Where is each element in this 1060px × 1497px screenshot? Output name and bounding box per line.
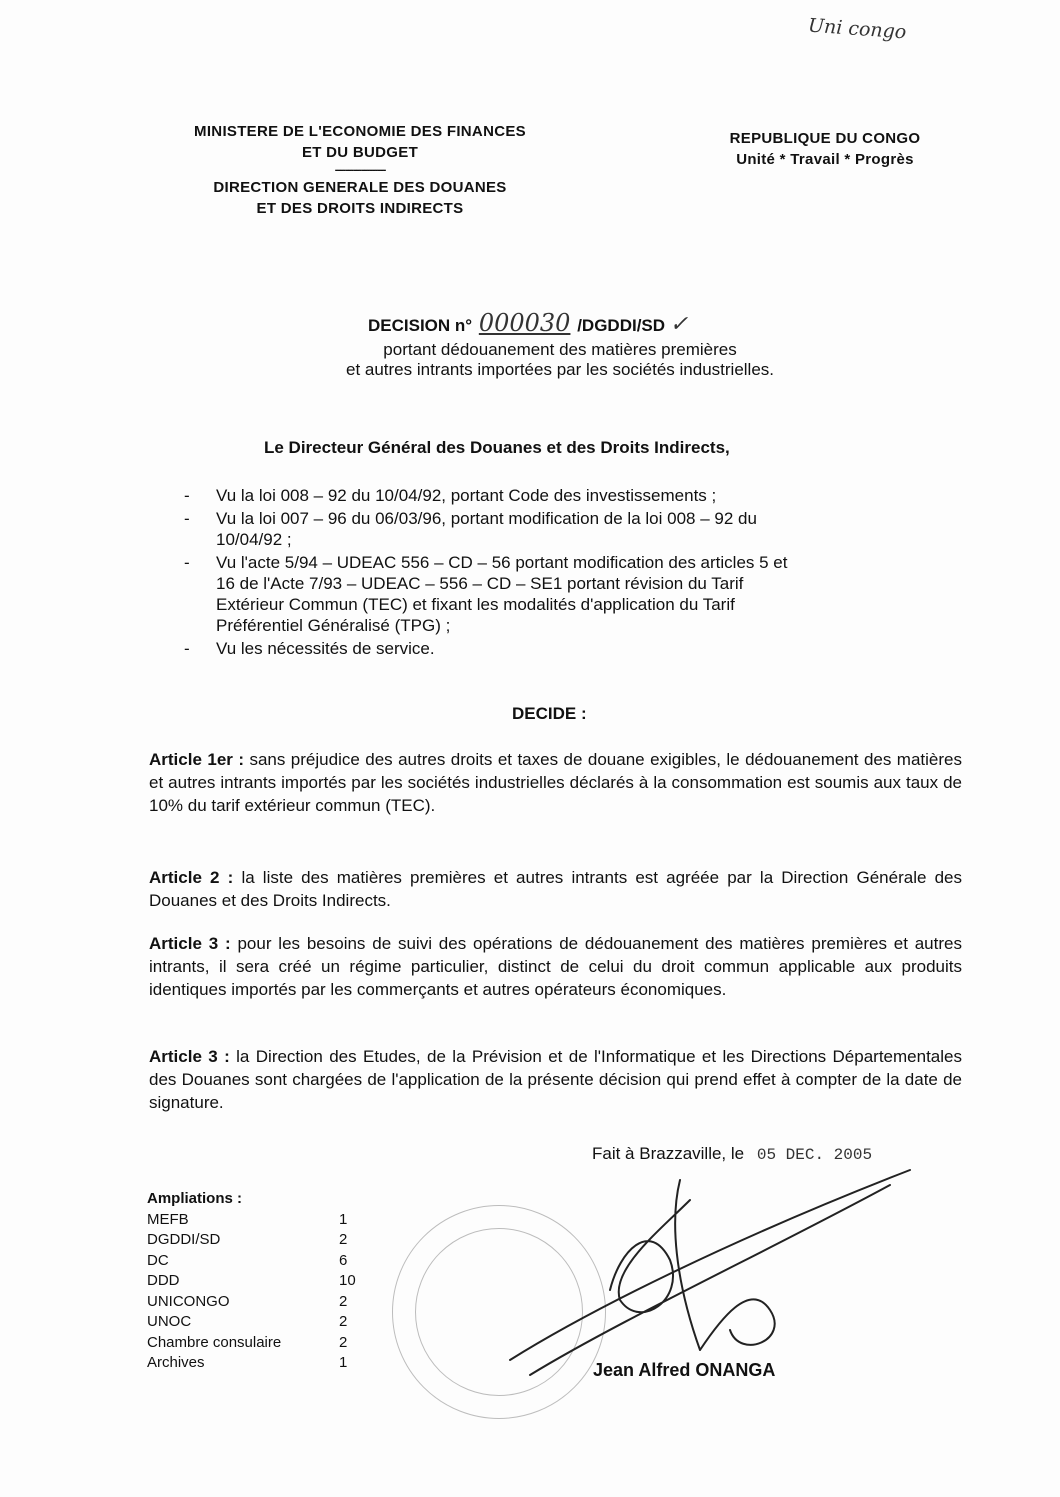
decision-subtitle-line1: portant dédouanement des matières premières — [383, 340, 737, 359]
decision-subtitle-line2: et autres intrants importées par les sociétés industrielles. — [345, 360, 775, 379]
article-3 — [149, 932, 962, 1001]
handwritten-corner-note: Uni congo — [807, 14, 907, 44]
header-republic — [700, 128, 950, 170]
ampliation-row — [147, 1271, 387, 1292]
ampliation-count: 10 — [339, 1272, 356, 1289]
article-label: Article 1er : — [149, 750, 244, 769]
article-label: Article 3 : — [149, 934, 231, 953]
consideration-line: Vu la loi 007 – 96 du 06/03/96, portant modification de la loi 008 – 92 du — [216, 509, 757, 528]
consideration-line: Préférentiel Généralisé (TPG) ; — [216, 616, 451, 635]
handwritten-check-mark: ✓ — [669, 312, 689, 337]
ampliation-name: DDD — [147, 1272, 180, 1289]
ampliation-count: 1 — [339, 1354, 348, 1371]
ampliation-row — [147, 1333, 387, 1354]
header-separator: ------------------- — [334, 164, 386, 176]
article-label: Article 2 : — [149, 868, 234, 887]
ampliation-count: 1 — [339, 1210, 348, 1228]
consideration-item — [184, 485, 956, 506]
article-1 — [149, 748, 962, 817]
consideration-line: Vu les nécessités de service. — [216, 639, 435, 658]
signatory-name: Jean Alfred ONANGA — [593, 1360, 776, 1380]
ampliation-row — [147, 1292, 387, 1313]
decision-title — [368, 309, 688, 337]
date-stamp: 05 DEC. 2005 — [756, 1146, 873, 1164]
consideration-line: 16 de l'Acte 7/93 – UDEAC – 556 – CD – SE1 portant révision du Tarif — [216, 574, 744, 593]
ampliation-count: 2 — [339, 1313, 348, 1330]
ampliation-count: 2 — [339, 1292, 348, 1310]
ampliation-name: UNICONGO — [147, 1292, 230, 1310]
considerations-list — [184, 485, 956, 659]
bullet-marker: - — [184, 509, 190, 528]
ampliation-name: DC — [147, 1251, 169, 1269]
ampliation-row — [147, 1312, 387, 1333]
header-direction-line2: ET DES DROITS INDIRECTS — [256, 200, 464, 217]
bullet-marker: - — [184, 639, 190, 658]
decide-heading: DECIDE : — [512, 704, 587, 723]
decision-prefix: DECISION n° — [368, 316, 473, 335]
article-4 — [149, 1045, 962, 1114]
ampliation-name: UNOC — [147, 1313, 192, 1330]
consideration-line: Vu l'acte 5/94 – UDEAC 556 – CD – 56 portant modification des articles 5 et — [216, 553, 788, 572]
consideration-line: 10/04/92 ; — [216, 530, 292, 549]
consideration-line: Extérieur Commun (TEC) et fixant les modalités d'application du Tarif — [216, 595, 735, 614]
ampliation-name: MEFB — [147, 1210, 189, 1228]
bullet-marker: - — [184, 486, 190, 505]
ampliation-count: 2 — [339, 1333, 348, 1351]
article-label: Article 3 : — [149, 1047, 230, 1066]
bullet-marker: - — [184, 553, 190, 572]
header-ministry — [150, 121, 570, 219]
ampliation-row — [147, 1210, 387, 1231]
header-direction-line1: DIRECTION GENERALE DES DOUANES — [213, 179, 507, 196]
place-label: Fait à Brazzaville, le — [592, 1144, 745, 1163]
header-ministry-line1: MINISTERE DE L'ECONOMIE DES FINANCES — [194, 123, 526, 140]
article-text: la Direction des Etudes, de la Prévision et de l'Informatique et les Directions Départementales des Douanes sont chargées de l'application de la présente décision qui prend effet à compter de la date de signature. — [149, 1047, 962, 1112]
article-text: pour les besoins de suivi des opérations de dédouanement des matières premières et autres intrants, il sera créé un régime particulier, distinct de celui du droit commun applicable aux produits identiques importés par les commerçants et autres opérateurs économiques. — [149, 934, 962, 999]
consideration-item — [184, 638, 956, 659]
ampliations-list — [147, 1189, 387, 1374]
header-ministry-line2: ET DU BUDGET — [301, 144, 419, 161]
ampliation-name: DGDDI/SD — [147, 1231, 221, 1248]
authority-heading: Le Directeur Général des Douanes et des Droits Indirects, — [264, 438, 730, 457]
decision-subtitle — [260, 340, 860, 380]
ampliation-row — [147, 1230, 387, 1251]
article-text: sans préjudice des autres droits et taxes de douane exigibles, le dédouanement des matières et autres intrants importés par les sociétés industrielles déclarés à la consommation est soumis aux taux de 10% du tarif extérieur commun (TEC). — [149, 750, 962, 815]
ampliation-row — [147, 1353, 387, 1374]
article-2 — [149, 866, 962, 912]
consideration-line: Vu la loi 008 – 92 du 10/04/92, portant Code des investissements ; — [216, 486, 717, 505]
ampliation-name: Chambre consulaire — [147, 1333, 282, 1351]
consideration-item — [184, 552, 956, 636]
article-text: la liste des matières premières et autres intrants est agréée par la Direction Générale des Douanes et des Droits Indirects. — [149, 868, 962, 910]
ampliations-title: Ampliations : — [147, 1190, 243, 1207]
ampliation-row — [147, 1251, 387, 1272]
decision-suffix: /DGDDI/SD — [577, 316, 666, 335]
ampliation-count: 6 — [339, 1251, 348, 1269]
ampliation-name: Archives — [147, 1354, 205, 1371]
header-republic-name: REPUBLIQUE DU CONGO — [729, 130, 921, 147]
ampliation-count: 2 — [339, 1231, 348, 1248]
decision-number: 000030 — [478, 309, 571, 337]
consideration-item — [184, 508, 956, 550]
header-republic-motto: Unité * Travail * Progrès — [736, 151, 914, 168]
